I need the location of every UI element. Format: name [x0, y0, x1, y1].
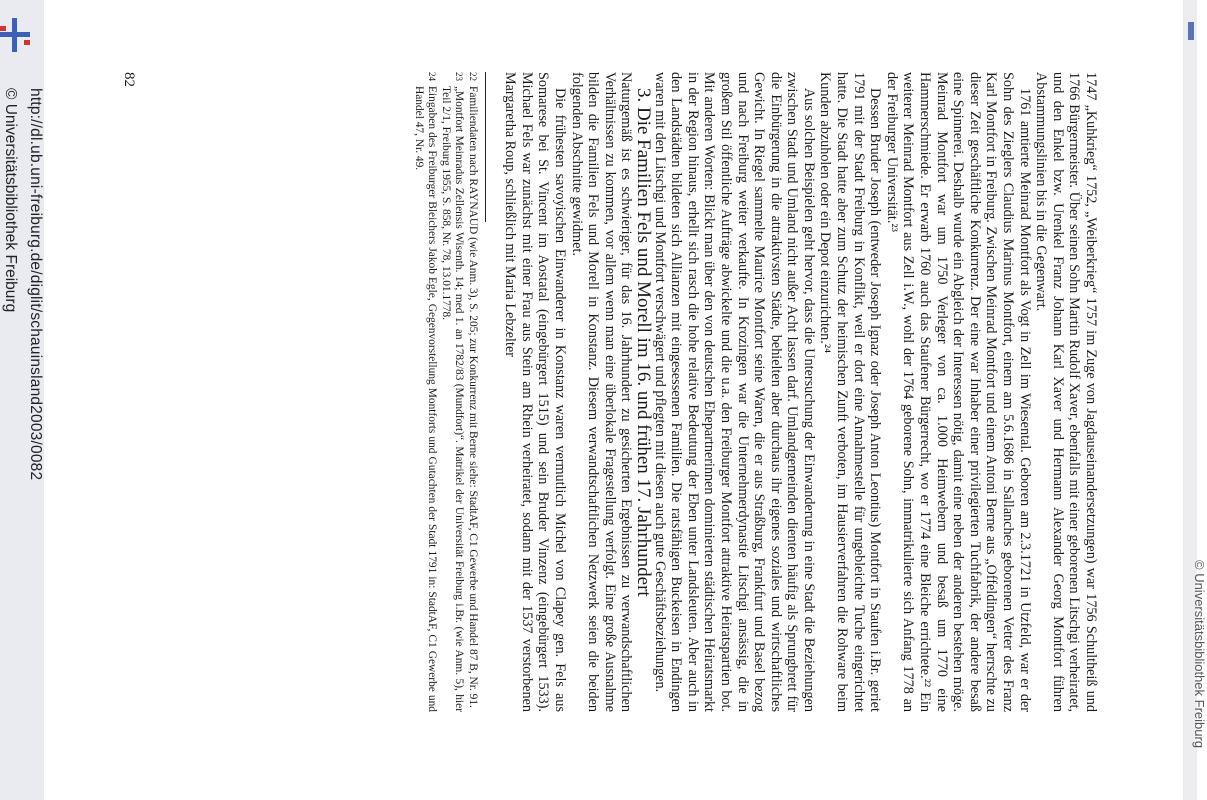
footnote: [412, 72, 439, 712]
footnote-number: 22: [467, 72, 478, 81]
paragraph: Aus solchen Beispielen geht hervor, dass die Untersuchung der Einwanderung in eine Stadt die Beziehungen zwischen Stadt und Umland nicht außer Acht lassen darf. Umlandgemeinden dienten häufig als Sprungbrett für die Einbürgerung in die attraktivsten Städte, behielten aber durchaus ihr eigenes soziales und wirtschaftliches Gewicht. In Riegel sammelte Maurice Montfort seine Waren, die er aus Straßburg, Frankfurt und Basel bezog und nach Freiburg weiter verkaufte. In Krozingen war die Unternehmerdynastie Litschgi ansässig, die in großem Stil öffentliche Aufträge abwickelte und die u.a. den Freiburger Montfort attraktive Heiratspartien bot. Mit anderen Worten: Blickt man über den von deutschen Ehepartnerinnen dominierten städtischen Heiratsmarkt in der Region hinaus, erhellt sich rasch die hohe relative Bedeutung der Eben unter Landsleuten. Aber auch in den Landstädten bildeten sich Allianzen mit eingesessenen Familien. Die ratsfähigen Buckeisen in Endingen waren mit den Litschgi und Montfort verschwägert und pflegten mit diesen auch gute Geschäftsbeziehungen.: [651, 72, 817, 712]
body-text: [412, 72, 1099, 712]
footnote-text: Familiendaten nach RAYNAUD (wie Anm. 3), S. 205; zur Konkurrenz mit Berne siehe: StadtAF, C1 Gewerbe und Handel 87 B, Nr. 91.: [466, 86, 479, 708]
footnote-text: Eingaben des Freiburger Bleichers Jakob Egle, Gegenvorstellung Montforts und Gutachten der Stadt 1791 in: StadtAF, C1 Gewerbe und Handel 47, Nr. 49.: [413, 86, 439, 712]
paragraph: 1747 „Kuhkrieg“ 1752, „Weiberkrieg“ 1757 im Zuge von Jagdauseinandersetzungen) war 1756 Schultheiß und 1766 Bürgermeister. Über seinen Sohn Martin Rudolf Xaver, ebenfalls mit einer geborenen Litschgi verheiratet, und den Enkel bzw. Urenkel Franz Johann Karl Xaver und Hermann Alexander Georg Montfort führen Abstammungslinien bis in die Gegenwart.: [1033, 72, 1099, 712]
paragraph: Die frühesten savoyischen Einwanderer in Konstanz waren vermutlich Michel von Clapey gen. Fels aus Somarese bei St. Vincent im Aostatal (eingebürgert 1515) und sein Bruder Vinzenz (eingebürgert 1533). Michael Fels war zunächst mit einer Frau aus Stein am Rhein verheiratet, sodann mit der 1537 verstorbenen Margaretha Roup, schließlich mit Maria Lebzelter: [502, 72, 568, 712]
paragraph: 1761 amtierte Meinrad Montfort als Vogt in Zell im Wiesental. Geboren am 2.3.1721 in Utzfeld, war er der Sohn des Zieglers Claudius Marinus Montfort, einem am 5.6.1686 in Sallanches geborenen Vetter des Franz Karl Montfort in Freiburg. Zwischen Meinrad Montfort und einem Antoni Berne aus „Offeldingen“ herrschte zu dieser Zeit geschäftliche Konkurrenz. Der eine war Inhaber einer privilegierten Tuchfabrik, der andere besaß eine Spinnerei. Deshalb wurde ein Abgleich der Interessen nötig, damit eine neben der anderen bestehen möge. Meinrad Montfort war um 1750 Verleger von ca. 1.000 Heimwebern und besaß um 1770 eine Hammerschmiede. Er erwarb 1760 auch das Staufener Bürgerrecht, wo er 1774 eine Bleiche errichtete.²² Ein weiterer Meinrad Montfort aus Zell i.W., wohl der 1764 geborene Sohn, immatrikulierte sich Anfang 1778 an der Freiburger Universität.²³: [883, 72, 1033, 712]
copyright-notice: © Universitätsbibliothek Freiburg: [2, 88, 19, 313]
footnote: [465, 72, 478, 712]
footnote-divider: [485, 72, 486, 222]
section-heading: 3. Die Familien Fels und Morell im 16. und frühen 17. Jahrhundert: [632, 88, 654, 597]
source-url[interactable]: http://dl.ub.uni-freiburg.de/diglit/schauinsland2003/0082: [27, 88, 44, 481]
footnote-text: „Montfort Meinradus Zellensis Wisenth. 14; med 1. an 1782/83 (Mundfort)“. Matrikel der Universität Freiburg i.Br. (wie Anm. 5), hier Teil 2/1, Freiburg 1955, S. 858, Nr. 78, 13.01.1778.: [439, 86, 466, 712]
paragraph: Dessen Bruder Joseph (entweder Joseph Ignaz oder Joseph Anton Leontius) Montfort in Staufen i.Br. geriet 1791 mit der Stadt Freiburg in Konflikt, weil er dort eine Annahmestelle für ungebleichte Tuche eingerichtet hatte. Die Stadt hatte aber zum Schutz der heimischen Zunft verboten, im Hausierverfahren die Rohware beim Kunden abzuholen oder ein Depot einzurichten.²⁴: [817, 72, 884, 712]
paragraph: Naturgemäß ist es schwieriger, für das 16. Jahrhundert zu gesicherten Ergebnissen zu verwandschaftlichen Verhältnissen zu kommen, vor allem wenn man eine überlokale Fragestellung verfolgt. Eine große Ausnahme bilden die Familien Fels und Morell in Konstanz. Diesem verwandtschaftlichen Netzwerk seien die beiden folgenden Abschnitte gewidmet.: [568, 72, 635, 712]
footnote-number: 23: [454, 72, 465, 81]
footnote: [438, 72, 465, 712]
footnote-number: 24: [427, 72, 438, 81]
page-number: 82: [121, 72, 137, 87]
top-watermark: © Universitätsbibliothek Freiburg: [1192, 560, 1207, 749]
